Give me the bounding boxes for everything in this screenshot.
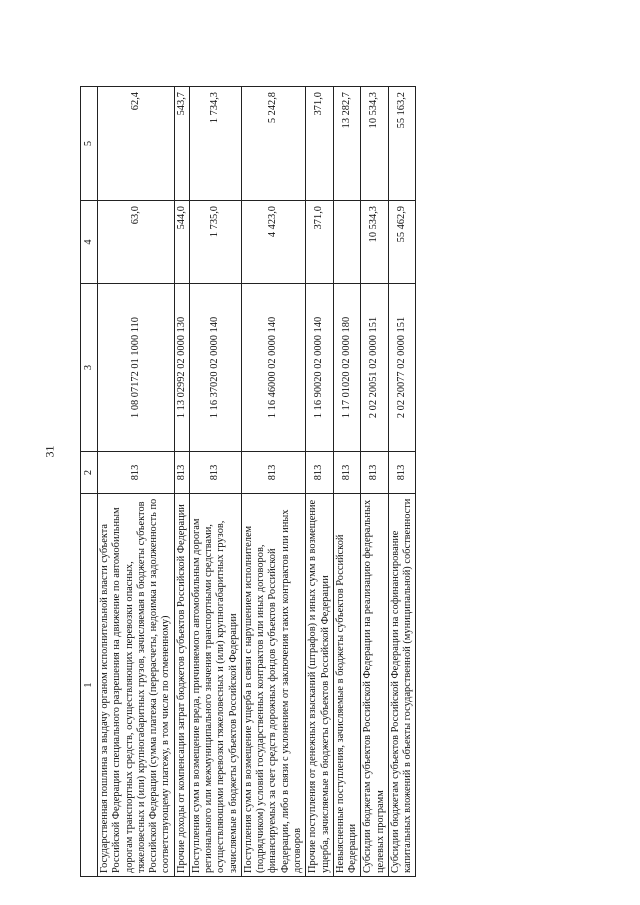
page-number: 31 (42, 445, 57, 458)
header-col-3: 3 (81, 284, 98, 452)
row-value-col5: 1 734,3 (189, 87, 241, 201)
row-budget-code: 2 02 20077 02 0000 151 (388, 284, 416, 452)
row-value-col4 (333, 201, 361, 284)
row-value-col4: 1 735,0 (189, 201, 241, 284)
rotated-table-container (80, 87, 560, 877)
header-col-5: 5 (81, 87, 98, 201)
row-admin-code: 813 (241, 452, 305, 494)
row-budget-code: 1 17 01020 02 0000 180 (333, 284, 361, 452)
table-row (241, 87, 305, 877)
row-value-col4: 544,0 (174, 201, 189, 284)
row-admin-code: 813 (333, 452, 361, 494)
table-row (189, 87, 241, 877)
row-value-col4: 371,0 (306, 201, 334, 284)
row-name: Субсидии бюджетам субъектов Российской Федерации на реализацию федеральных целевых программ (361, 494, 389, 877)
row-name: Поступления сумм в возмещение вреда, причиняемого автомобильным дорогам регионального или межмуниципального значения транспортными средствами, осуществляющими перевозки тяжеловесных и (или) крупногабаритных грузов, зачисляемые в бюджеты субъектов Российской Федерации (189, 494, 241, 877)
row-value-col4: 55 462,9 (388, 201, 416, 284)
header-col-4: 4 (81, 201, 98, 284)
revenue-table (80, 86, 416, 877)
table-row (361, 87, 389, 877)
table-row (98, 87, 175, 877)
row-value-col5: 10 534,3 (361, 87, 389, 201)
row-value-col5: 13 282,7 (333, 87, 361, 201)
header-col-1: 1 (81, 494, 98, 877)
row-budget-code: 1 16 90020 02 0000 140 (306, 284, 334, 452)
row-value-col5: 62,4 (98, 87, 175, 201)
row-name: Прочие доходы от компенсации затрат бюджетов субъектов Российской Федерации (174, 494, 189, 877)
table-row (333, 87, 361, 877)
row-admin-code: 813 (174, 452, 189, 494)
row-value-col5: 5 242,8 (241, 87, 305, 201)
row-admin-code: 813 (98, 452, 175, 494)
row-value-col4: 10 534,3 (361, 201, 389, 284)
row-name: Государственная пошлина за выдачу органом исполнительной власти субъекта Российской Федерации специального разрешения на движение по автомобильным дорогам транспортных средств, осуществляющих перевозки опасных, тяжеловесных и (или) крупногабаритных грузов, зачисляемая в бюджеты субъектов Российской Федерации (сумма платежа (перерасчеты, недоимка и задолженность по соответствующему платежу, в том числе по отмененному) (98, 494, 175, 877)
row-admin-code: 813 (306, 452, 334, 494)
row-value-col5: 543,7 (174, 87, 189, 201)
row-value-col5: 371,0 (306, 87, 334, 201)
header-row (81, 87, 98, 877)
row-value-col4: 63,0 (98, 201, 175, 284)
row-name: Прочие поступления от денежных взысканий (штрафов) и иных сумм в возмещение ущерба, зачисляемые в бюджеты субъектов Российской Федерации (306, 494, 334, 877)
table-row (306, 87, 334, 877)
table-row (388, 87, 416, 877)
header-col-2: 2 (81, 452, 98, 494)
row-budget-code: 1 13 02992 02 0000 130 (174, 284, 189, 452)
row-admin-code: 813 (361, 452, 389, 494)
row-value-col4: 4 423,0 (241, 201, 305, 284)
row-budget-code: 2 02 20051 02 0000 151 (361, 284, 389, 452)
row-name: Поступления сумм в возмещение ущерба в связи с нарушением исполнителем (подрядчиком) условий государственных контрактов или иных договоров, финансируемых за счет средств дорожных фондов субъектов Российской Федерации, либо в связи с уклонением от заключения таких контрактов или иных договоров (241, 494, 305, 877)
row-admin-code: 813 (388, 452, 416, 494)
row-name: Субсидии бюджетам субъектов Российской Федерации на софинансирование капитальных вложений в объекты государственной (муниципальной) собственности (388, 494, 416, 877)
row-value-col5: 55 163,2 (388, 87, 416, 201)
table-row (174, 87, 189, 877)
row-name: Невыясненные поступления, зачисляемые в бюджеты субъектов Российской Федерации (333, 494, 361, 877)
row-budget-code: 1 08 07172 01 1000 110 (98, 284, 175, 452)
row-budget-code: 1 16 37020 02 0000 140 (189, 284, 241, 452)
row-budget-code: 1 16 46000 02 0000 140 (241, 284, 305, 452)
row-admin-code: 813 (189, 452, 241, 494)
